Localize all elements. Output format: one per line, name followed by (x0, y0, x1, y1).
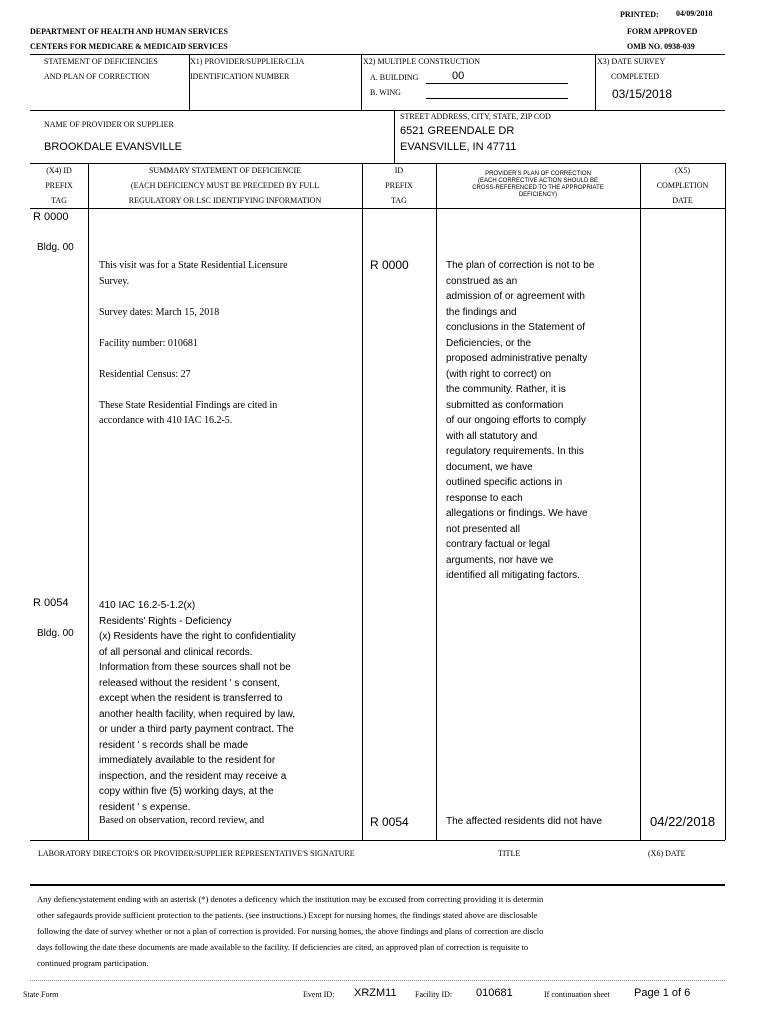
address-label: STREET ADDRESS, CITY, STATE, ZIP COD (400, 112, 551, 121)
entry1-plan-line: proposed administrative penalty (446, 353, 588, 364)
entry1-plan-line: submitted as conformation (446, 399, 564, 411)
entry2-summary-line: another health facility, when required by law, (99, 708, 296, 720)
x4-header-2: PREFIX (45, 181, 73, 190)
page-number: Page 1 of 6 (634, 987, 691, 999)
x5-header-2: COMPLETION (656, 181, 709, 190)
entry2-summary-line: copy within five (5) working days, at the (99, 786, 274, 797)
entry2-summary-line: or under a third party payment contract. The (99, 724, 294, 735)
entry2-summary-line: released without the resident ' s consent, (99, 677, 280, 689)
provider-name: BROOKDALE EVANSVILLE (44, 141, 182, 153)
entry1-plan-line: outlined specific actions in (446, 477, 563, 488)
entry2-summary-line: except when the resident is transferred to (99, 693, 283, 704)
entry1-summary-line (99, 289, 288, 305)
plan-header (436, 171, 640, 199)
entry1-summary-line: Survey. (99, 275, 130, 287)
x5-header-3: DATE (672, 196, 693, 205)
entry2-summary-line: resident ' s records shall be made (99, 739, 249, 751)
entry1-plan-line: the community. Rather, it is (446, 384, 566, 395)
x5-header-1: (X5) (674, 166, 691, 175)
entry1-plan-line: (with right to correct) on (446, 368, 552, 380)
plan-header-4: DEFICIENCY) (518, 192, 558, 198)
entry1-summary-line: These State Residential Findings are cited in (99, 399, 278, 411)
entry1-plan-line: Deficiencies, or the (446, 337, 532, 349)
entry2-summary-line: inspection, and the resident may receive a (99, 770, 287, 782)
entry1-summary-line: accordance with 410 IAC 16.2-5. (99, 415, 233, 426)
provider-id-label-2: IDENTIFICATION NUMBER (190, 72, 290, 81)
entry1-plan-line: contrary factual or legal (446, 539, 550, 550)
id-header-3: TAG (391, 196, 407, 205)
entry1-plan-line: of our ongoing efforts to comply (446, 415, 586, 426)
plan-header-2: (EACH CORRECTIVE ACTION SHOULD BE (477, 178, 599, 184)
entry1-plan-line: The plan of correction is not to be (446, 260, 595, 271)
entry2-bldg: Bldg. 00 (37, 628, 74, 639)
disclaimer-line: other safegaurds provide sufficient protection to the patients. (see instructions.) Except for nursing homes, the findings stated above are disclosable (37, 910, 538, 920)
disclaimer (37, 891, 737, 971)
entry1-plan-line: allegations or findings. We have (446, 508, 588, 519)
address-line-1: 6521 GREENDALE DR (400, 125, 515, 137)
event-id-value: XRZM11 (354, 987, 397, 999)
entry2-plan-first: The affected residents did not have (446, 816, 603, 827)
continuation-label: If continuation sheet (544, 990, 610, 999)
disclaimer-line: continued program participation. (37, 958, 149, 968)
entry1-plan-line: conclusions in the Statement of (446, 322, 585, 333)
centers-title: CENTERS FOR MEDICARE & MEDICAID SERVICES (30, 42, 228, 51)
entry2-tag: R 0054 (33, 597, 69, 609)
entry1-plan-line: admission of or agreement with (446, 291, 585, 302)
wing-label: B. WING (370, 88, 401, 97)
entry1-summary-line (99, 351, 288, 367)
entry1-plan (446, 258, 594, 584)
entry2-summary-line: immediately available to the resident for (99, 755, 276, 766)
summary-header-3: REGULATORY OR LSC IDENTIFYING INFORMATION (128, 196, 322, 205)
entry2-summary-line: Residents' Rights - Deficiency (99, 615, 232, 627)
disclaimer-line: following the date of survey whether or not a plan of correction is provided. For nursing homes, the above findings and plans of correction are disclo (37, 926, 544, 936)
entry1-plan-line: document, we have (446, 461, 533, 473)
plan-header-1: PROVIDER'S PLAN OF CORRECTION (485, 171, 591, 177)
summary-header-1: SUMMARY STATEMENT OF DEFICIENCIE (148, 166, 302, 175)
event-id-label: Event ID: (303, 990, 335, 999)
x4-header-1: (X4) ID (46, 166, 72, 175)
entry1-plan-line: arguments, nor have we (446, 554, 554, 566)
entry1-plan-line: construed as an (446, 275, 518, 287)
plan-header-3: CROSS-REFERENCED TO THE APPROPRIATE (472, 185, 604, 191)
entry1-plan-line: identified all mitigating factors. (446, 570, 580, 581)
state-form-label: State Form (23, 990, 59, 999)
entry1-summary-line: Residential Census: 27 (99, 368, 191, 380)
entry1-plan-line: not presented all (446, 523, 520, 535)
date-survey-label-2: COMPLETED (611, 72, 659, 81)
entry2-summary-last: Based on observation, record review, and (99, 815, 265, 826)
building-label: A. BUILDING (370, 73, 419, 82)
entry2-id-tag: R 0054 (370, 815, 409, 829)
entry1-plan-line: the findings and (446, 306, 517, 318)
date-survey-label-1: X3) DATE SURVEY (597, 57, 666, 66)
disclaimer-line: Any defiencystatement ending with an asterisk (*) denotes a deficency which the institution may be excused from correcting providing it is determin (37, 894, 544, 904)
statement-label-1: STATEMENT OF DEFICIENCIES (44, 57, 158, 66)
printed-label: PRINTED: (620, 10, 659, 19)
title-label: TITLE (498, 849, 521, 858)
printed-date: 04/09/2018 (676, 9, 713, 18)
id-header-1: ID (394, 166, 404, 175)
statement-label-2: AND PLAN OF CORRECTION (44, 72, 150, 81)
building-value: 00 (452, 70, 465, 82)
entry2-summary-line: resident ' s expense. (99, 801, 191, 813)
facility-id-label: Facility ID: (415, 990, 453, 999)
provider-id-label-1: X1) PROVIDER/SUPPLIER/CLIA (190, 57, 305, 66)
omb-number: OMB NO. 0938-039 (627, 42, 695, 51)
signature-label: LABORATORY DIRECTOR'S OR PROVIDER/SUPPLIER REPRESENTATIVE'S SIGNATURE (38, 849, 355, 858)
entry1-summary-line: This visit was for a State Residential Licensure (99, 260, 288, 271)
entry1-summary (99, 258, 288, 429)
entry1-plan-line: with all statutory and (446, 430, 538, 442)
entry2-summary-line: Information from these sources shall not be (99, 662, 291, 673)
date-survey-value: 03/15/2018 (612, 87, 673, 101)
provider-name-label: NAME OF PROVIDER OR SUPPLIER (44, 120, 174, 129)
entry1-bldg: Bldg. 00 (37, 242, 74, 253)
form-approved: FORM APPROVED (627, 27, 698, 36)
address-line-2: EVANSVILLE, IN 47711 (400, 141, 517, 153)
summary-header-2: (EACH DEFICIENCY MUST BE PRECEDED BY FULL (130, 181, 320, 190)
department-title: DEPARTMENT OF HEALTH AND HUMAN SERVICES (30, 27, 228, 36)
entry2-summary (99, 598, 296, 815)
entry2-summary-line: 410 IAC 16.2-5-1.2(x) (99, 600, 196, 611)
x4-header-3: TAG (51, 196, 67, 205)
entry1-plan-line: response to each (446, 492, 523, 504)
disclaimer-line: days following the date these documents are made available to the facility. If deficiencies are cited, an approved plan of correction is requisite to (37, 942, 529, 952)
entry1-summary-line (99, 320, 288, 336)
completion-date: 04/22/2018 (650, 814, 716, 829)
entry1-id-tag: R 0000 (370, 258, 409, 272)
entry1-summary-line (99, 382, 288, 398)
id-header-2: PREFIX (385, 181, 413, 190)
entry1-summary-line: Survey dates: March 15, 2018 (99, 306, 220, 318)
date-label: (X6) DATE (648, 849, 686, 858)
entry1-plan-line: regulatory requirements. In this (446, 446, 584, 457)
entry1-tag: R 0000 (33, 211, 69, 223)
facility-id-value: 010681 (476, 987, 513, 999)
entry2-summary-line: of all personal and clinical records. (99, 646, 253, 658)
entry2-summary-line: (x) Residents have the right to confidentiality (99, 631, 296, 642)
entry1-summary-line: Facility number: 010681 (99, 337, 198, 349)
multiple-construction-label: X2) MULTIPLE CONSTRUCTION (363, 57, 481, 66)
